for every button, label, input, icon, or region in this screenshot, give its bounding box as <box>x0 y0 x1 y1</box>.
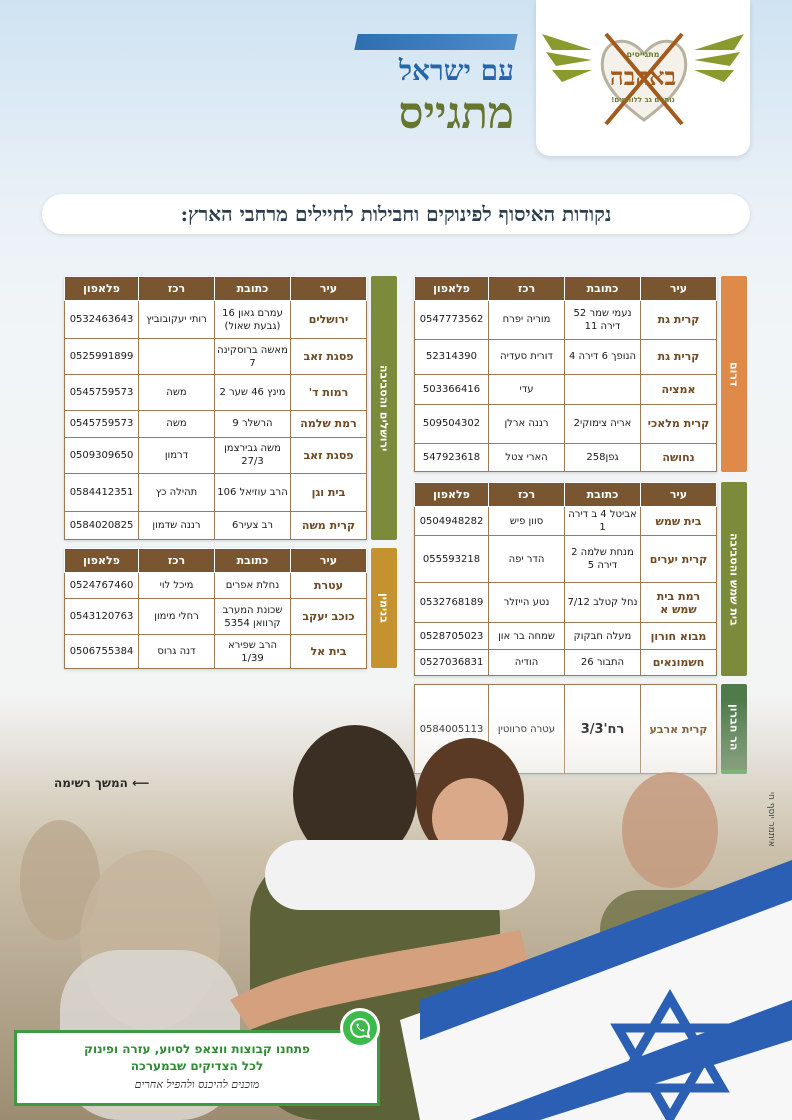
cell-city: מבוא חורון <box>641 623 717 649</box>
logo <box>536 0 750 156</box>
cell-city: רמת בית שמש א <box>641 582 717 622</box>
cell-phone: 0547773562 <box>415 301 489 340</box>
cell-address: התבור 26 <box>565 649 641 675</box>
cell-city: בית שמש <box>641 507 717 536</box>
cell-address: גפן258 <box>565 443 641 471</box>
cell-city: קרית גת <box>641 339 717 374</box>
cell-coordinator: תהילה כץ <box>139 473 215 511</box>
cell-coordinator: רננה ארלן <box>489 404 565 443</box>
cell-address: אריה צימוקי2 <box>565 404 641 443</box>
continue-list-link[interactable]: ⟵ המשך רשימה <box>54 776 150 790</box>
header-address: כתובת <box>565 277 641 301</box>
cell-coordinator: מוריה יפרח <box>489 301 565 340</box>
table-beit-shemesh <box>414 482 717 676</box>
table-row <box>415 339 717 374</box>
cell-phone: 0543120763 <box>65 599 139 635</box>
arrow-left-icon: ⟵ <box>127 776 150 790</box>
cell-city: ירושלים <box>291 301 367 339</box>
cell-city: קרית מלאכי <box>641 404 717 443</box>
cell-coordinator: עדי <box>489 374 565 404</box>
cell-phone: 0532768189 <box>415 582 489 622</box>
region-block-south <box>414 276 747 472</box>
cell-coordinator: רותי יעקובוביץ <box>139 301 215 339</box>
whatsapp-line-1: פתחנו קבוצות ווצאפ לסיוע, עזרה ופינוק <box>84 1042 310 1056</box>
cell-coordinator: נטע הייזלר <box>489 582 565 622</box>
table-row <box>415 536 717 583</box>
cell-city: חשמונאים <box>641 649 717 675</box>
cell-coordinator <box>139 339 215 375</box>
table-jerusalem <box>64 276 367 540</box>
cell-phone: 0509309650 <box>65 437 139 473</box>
header-coordinator: רכז <box>139 549 215 573</box>
cell-phone: 52314390 <box>415 339 489 374</box>
table-row <box>65 375 367 411</box>
region-label-jerusalem: ירושלים והסביבה <box>371 276 397 540</box>
cell-city: נחושה <box>641 443 717 471</box>
cell-phone: 0527036831 <box>415 649 489 675</box>
cell-address: מעלה חבקוק <box>565 623 641 649</box>
table-row <box>415 582 717 622</box>
cell-address: נחלת אפרים <box>215 573 291 599</box>
table-row <box>415 404 717 443</box>
logo-sub-text: נותנים גב ללוחמים! <box>611 96 675 104</box>
table-binyamin <box>64 548 367 669</box>
header-city: עיר <box>641 277 717 301</box>
cell-city: קרית משה <box>291 511 367 539</box>
cell-phone: 0506755384 <box>65 635 139 669</box>
cell-city: פסגת זאב <box>291 339 367 375</box>
cell-address: מינץ 46 שער 2 <box>215 375 291 411</box>
cell-phone: 0545759573 <box>65 411 139 437</box>
cell-address: הרשלר 9 <box>215 411 291 437</box>
table-row <box>65 635 367 669</box>
cell-city: בית וגן <box>291 473 367 511</box>
cell-phone: 0528705023 <box>415 623 489 649</box>
table-row <box>65 437 367 473</box>
cell-city: קרית גת <box>641 301 717 340</box>
cell-address: הרב שפירא 1/39 <box>215 635 291 669</box>
header-address: כתובת <box>215 549 291 573</box>
cell-address: הרב עוזיאל 106 <box>215 473 291 511</box>
cell-coordinator: דורית סעדיה <box>489 339 565 374</box>
cell-coordinator: רננה שדמון <box>139 511 215 539</box>
table-row <box>65 339 367 375</box>
table-row <box>65 473 367 511</box>
cell-phone: 0584020825 <box>65 511 139 539</box>
cell-phone: 0545759573 <box>65 375 139 411</box>
cell-city: קרית יערים <box>641 536 717 583</box>
cell-phone: 0584412351 <box>65 473 139 511</box>
table-row <box>65 599 367 635</box>
cell-coordinator: סוון פיש <box>489 507 565 536</box>
whatsapp-line-2: לכל הצדיקים שבמערכה <box>130 1059 264 1073</box>
table-row <box>65 411 367 437</box>
cell-coordinator: משה <box>139 375 215 411</box>
cell-address: רב צעיר6 <box>215 511 291 539</box>
table-row <box>415 649 717 675</box>
table-row <box>65 301 367 339</box>
header-coordinator: רכז <box>489 483 565 507</box>
headline-line-1: עם ישראל <box>398 54 514 87</box>
header-phone: פלאפון <box>65 549 139 573</box>
header-phone: פלאפון <box>415 483 489 507</box>
cell-address: עמרם גאון 16 (גבעת שאול) <box>215 301 291 339</box>
headline <box>260 30 522 150</box>
cell-address: אביטל 4 ב דירה 1 <box>565 507 641 536</box>
header-address: כתובת <box>215 277 291 301</box>
cell-coordinator: הודיה <box>489 649 565 675</box>
cell-phone: 503366416 <box>415 374 489 404</box>
cell-coordinator: דנה גרוס <box>139 635 215 669</box>
cell-coordinator: רחלי מימון <box>139 599 215 635</box>
cell-address: מאשה ברוסקינה 7 <box>215 339 291 375</box>
region-label-binyamin: בנימין <box>371 548 397 668</box>
cell-address: שכונת המערב קרוואן 5354 <box>215 599 291 635</box>
cell-city: עטרת <box>291 573 367 599</box>
cell-city: אמציה <box>641 374 717 404</box>
cell-phone: 547923618 <box>415 443 489 471</box>
table-row <box>415 623 717 649</box>
cell-address <box>565 374 641 404</box>
cell-phone: 509504302 <box>415 404 489 443</box>
cell-coordinator: משה <box>139 411 215 437</box>
cell-phone: 0504948282 <box>415 507 489 536</box>
region-label-south: דרום <box>721 276 747 472</box>
cell-address: נחל קטלב 7/12 <box>565 582 641 622</box>
table-row <box>65 511 367 539</box>
region-block-beit-shemesh <box>414 482 747 676</box>
region-block-binyamin <box>64 548 397 669</box>
cell-city: כוכב יעקב <box>291 599 367 635</box>
cell-address: נעמי שמר 52 דירה 11 <box>565 301 641 340</box>
table-row <box>415 374 717 404</box>
cell-city: רמות ד' <box>291 375 367 411</box>
header-city: עיר <box>291 277 367 301</box>
table-row <box>415 443 717 471</box>
whatsapp-sign: מוכנים להיכנס ולהפיל אחרים <box>134 1078 260 1091</box>
table-south <box>414 276 717 472</box>
logo-top-text: מתגייסים <box>626 50 660 59</box>
region-label-beit-shemesh: בית שמש והסביבה <box>721 482 747 676</box>
whatsapp-box[interactable] <box>14 1030 380 1106</box>
cell-phone: 055593218 <box>415 536 489 583</box>
region-block-jerusalem <box>64 276 397 540</box>
cell-coordinator: שמחה בר און <box>489 623 565 649</box>
cell-phone: 0525991899 <box>65 339 139 375</box>
cell-address: הנופך 6 דירה 4 <box>565 339 641 374</box>
cell-city: רמת שלמה <box>291 411 367 437</box>
cell-city: פסגת זאב <box>291 437 367 473</box>
header-city: עיר <box>291 549 367 573</box>
cell-coordinator: מיכל לוי <box>139 573 215 599</box>
photo-credit: איתמר יוסף חי <box>766 792 776 847</box>
logo-main-text: באהבה <box>609 62 677 91</box>
table-row <box>415 507 717 536</box>
table-row <box>415 301 717 340</box>
headline-line-2: מתגייס <box>398 88 514 139</box>
cell-phone: 0532463643 <box>65 301 139 339</box>
cell-address: מנחת שלמה 2 דירה 5 <box>565 536 641 583</box>
cell-coordinator: דרמון <box>139 437 215 473</box>
header-coordinator: רכז <box>139 277 215 301</box>
cell-phone: 0524767460 <box>65 573 139 599</box>
whatsapp-icon[interactable] <box>340 1008 380 1048</box>
table-row <box>65 573 367 599</box>
header-city: עיר <box>641 483 717 507</box>
header-phone: פלאפון <box>415 277 489 301</box>
cell-city: בית אל <box>291 635 367 669</box>
cell-address: משה גבירצמן 27/3 <box>215 437 291 473</box>
header-address: כתובת <box>565 483 641 507</box>
cell-coordinator: הארי צטל <box>489 443 565 471</box>
header-phone: פלאפון <box>65 277 139 301</box>
header-coordinator: רכז <box>489 277 565 301</box>
flag-stripe <box>354 34 517 50</box>
cell-coordinator: הדר יפה <box>489 536 565 583</box>
page-title: נקודות האיסוף לפינוקים וחבילות לחיילים מרחבי הארץ: <box>42 194 750 234</box>
